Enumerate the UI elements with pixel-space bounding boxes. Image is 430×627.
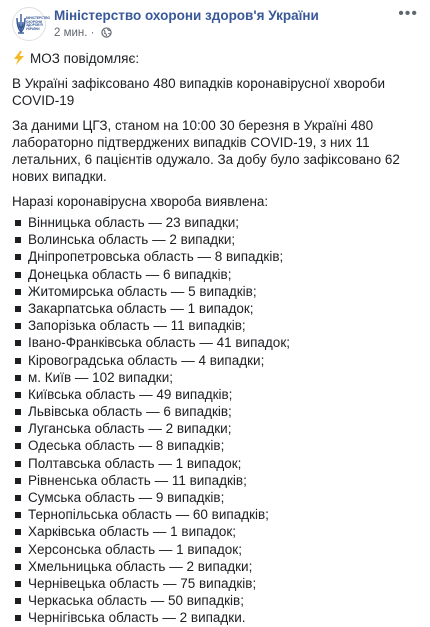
region-list-item: Тернопільська область — 60 випадків; bbox=[12, 506, 416, 523]
region-list-item: Вінницька область — 23 випадки; bbox=[12, 214, 416, 231]
post-header bbox=[12, 7, 420, 41]
region-list-item: Чернігівська область — 2 випадки. bbox=[12, 609, 416, 626]
region-list bbox=[12, 214, 416, 627]
region-list-item: Луганська область — 2 випадки; bbox=[12, 420, 416, 437]
region-list-item: Запорізька область — 11 випадків; bbox=[12, 317, 416, 334]
region-list-item: Івано-Франківська область — 41 випадок; bbox=[12, 334, 416, 351]
post-intro bbox=[12, 50, 416, 67]
region-list-item: Одеська область — 8 випадків; bbox=[12, 437, 416, 454]
region-list-item: Львівська область — 6 випадків; bbox=[12, 403, 416, 420]
region-list-item: Херсонська область — 1 випадок; bbox=[12, 541, 416, 558]
region-list-item: Рівненська область — 11 випадків; bbox=[12, 472, 416, 489]
more-options-icon[interactable]: ••• bbox=[398, 5, 418, 22]
region-list-item: Хмельницька область — 2 випадки; bbox=[12, 558, 416, 575]
region-list-item: Сумська область — 9 випадків; bbox=[12, 489, 416, 506]
post-paragraph-2: За даними ЦГЗ, станом на 10:00 30 березня в Україні 480 лабораторно підтверджених випадків COVID-19, з них 11 летальних, 6 пацієнтів одужало. За добу було зафіксовано 62 нових випадки. bbox=[12, 118, 400, 184]
region-list-item: Київська область — 49 випадків; bbox=[12, 386, 416, 403]
region-list-item: Дніпропетровська область — 8 випадків; bbox=[12, 248, 416, 265]
avatar-caption: МІНІСТЕРСТВО ОХОРОНИ ЗДОРОВ'Я УКРАЇНИ bbox=[26, 16, 50, 31]
region-list-item: Житомирська область — 5 випадків; bbox=[12, 283, 416, 300]
globe-icon bbox=[101, 27, 112, 41]
region-list-item: Черкаська область — 50 випадків; bbox=[12, 592, 416, 609]
region-list-item: Чернівецька область — 75 випадків; bbox=[12, 575, 416, 592]
intro-text: МОЗ повідомляє: bbox=[30, 51, 140, 66]
trident-icon bbox=[16, 12, 26, 36]
post-content bbox=[12, 50, 416, 627]
lightning-icon bbox=[12, 51, 26, 65]
post-paragraph-3: Наразі коронавірусна хвороба виявлена: bbox=[12, 194, 269, 209]
region-list-item: Волинська область — 2 випадки; bbox=[12, 231, 416, 248]
post-time[interactable]: 2 мин. bbox=[54, 27, 88, 39]
post-meta: 2 мин. · bbox=[54, 27, 112, 41]
region-list-item: Закарпатська область — 1 випадок; bbox=[12, 300, 416, 317]
region-list-item: Харківська область — 1 випадок; bbox=[12, 523, 416, 540]
page-avatar[interactable] bbox=[12, 7, 50, 41]
region-list-item: Кіровоградська область — 4 випадки; bbox=[12, 352, 416, 369]
page-name-link[interactable]: Міністерство охорони здоров'я України bbox=[54, 8, 319, 23]
post-paragraph-1: В Україні зафіксовано 480 випадків коронавірусної хвороби COVID-19 bbox=[12, 76, 386, 108]
region-list-item: Донецька область — 6 випадків; bbox=[12, 266, 416, 283]
region-list-item: м. Київ — 102 випадки; bbox=[12, 369, 416, 386]
region-list-item: Полтавська область — 1 випадок; bbox=[12, 455, 416, 472]
